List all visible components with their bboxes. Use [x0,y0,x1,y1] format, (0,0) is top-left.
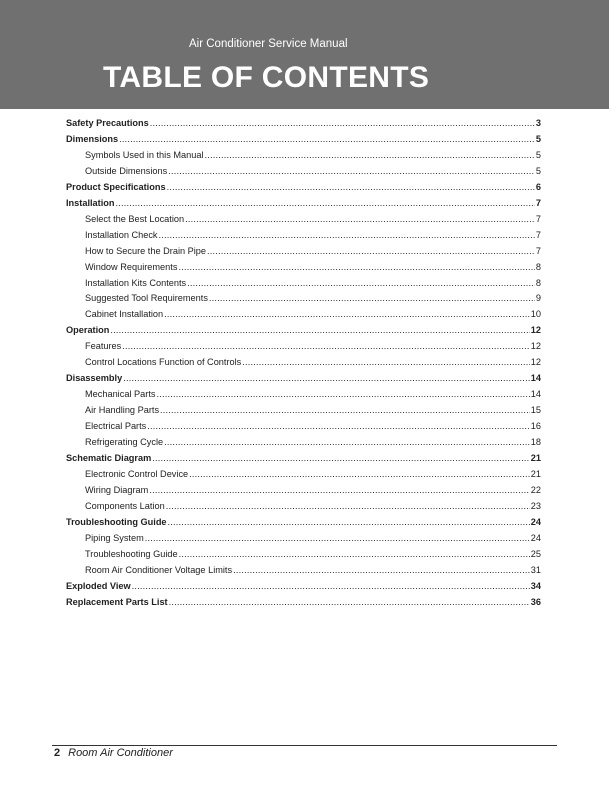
toc-page-number: 3 [535,118,541,128]
toc-page-number: 10 [530,309,541,320]
toc-page-number: 22 [530,484,541,495]
toc-subsection-entry[interactable] [85,259,541,273]
page-title: TABLE OF CONTENTS [103,61,430,94]
toc-dot-leader [185,214,535,225]
toc-dot-leader [207,246,535,257]
toc-entry-title: Components Lation [85,500,165,511]
toc-entry-title: Electronic Control Device [85,468,189,479]
toc-page-number: 14 [530,373,541,384]
toc-entry-title: Exploded View [66,580,131,591]
toc-entry-title: Replacement Parts List [66,596,168,607]
toc-entry-title: Schematic Diagram [66,452,152,463]
toc-entry-title: Symbols Used in this Manual [85,149,204,160]
toc-subsection-entry[interactable] [85,243,541,257]
toc-subsection-entry[interactable] [85,466,541,480]
toc-page-number: 7 [535,245,541,256]
toc-dot-leader [159,230,535,241]
toc-dot-leader [166,501,530,512]
toc-entry-title: Installation Check [85,229,158,240]
manual-subtitle: Air Conditioner Service Manual [189,38,348,50]
toc-entry-title: Select the Best Location [85,213,185,224]
toc-dot-leader [123,373,530,384]
toc-entry-title: Refrigerating Cycle [85,437,164,447]
toc-page-number: 12 [530,325,541,336]
toc-entry-title: Operation [66,325,110,336]
toc-page-number: 24 [530,516,541,527]
toc-subsection-entry[interactable] [85,386,541,400]
toc-entry-title: Installation Kits Contents [85,277,187,288]
toc-entry-title: Mechanical Parts [85,389,156,400]
toc-page-number: 31 [530,564,541,575]
toc-page-number: 14 [530,389,541,400]
toc-dot-leader [209,293,535,304]
toc-page-number: 5 [535,149,541,160]
toc-entry-title: Installation [66,197,115,208]
toc-dot-leader [187,278,535,289]
toc-page-number: 6 [535,181,541,192]
toc-dot-leader [110,325,529,336]
toc-dot-leader [178,262,534,273]
toc-subsection-entry[interactable] [85,546,541,560]
toc-dot-leader [179,549,530,560]
footer-page-number: 2 [54,747,61,759]
toc-dot-leader [122,341,530,352]
toc-page-number: 7 [535,229,541,240]
toc-subsection-entry[interactable] [85,211,541,225]
toc-subsection-entry[interactable] [85,338,541,352]
toc-entry-title: Cabinet Installation [85,309,164,320]
toc-dot-leader [164,437,530,448]
toc-page-number: 7 [535,213,541,224]
toc-page-number: 9 [535,293,541,304]
toc-entry-title: Product Specifications [66,181,166,192]
toc-dot-leader [147,421,529,432]
toc-page-number: 8 [535,261,541,272]
toc-section-entry[interactable] [66,179,541,193]
toc-dot-leader [167,182,535,193]
toc-entry-title: Suggested Tool Requirements [85,293,208,304]
toc-subsection-entry[interactable] [85,562,541,576]
toc-page-number: 5 [535,133,541,144]
toc-dot-leader [145,533,530,544]
toc-dot-leader [169,597,530,608]
toc-section-entry[interactable] [66,450,541,464]
toc-dot-leader [150,118,535,129]
toc-page-number: 12 [530,341,541,352]
toc-entry-title: Air Handling Parts [85,405,160,416]
toc-page-number: 15 [530,405,541,416]
toc-entry-title: Safety Precautions [66,118,149,128]
toc-entry-title: Wiring Diagram [85,484,149,495]
footer [54,747,173,759]
toc-dot-leader [160,405,530,416]
toc-entry-title: Control Locations Function of Controls [85,357,242,368]
footer-title: Room Air Conditioner [68,747,173,759]
toc-subsection-entry[interactable] [85,482,541,496]
toc-subsection-entry[interactable] [85,290,541,304]
toc-entry-title: Features [85,341,122,352]
toc-dot-leader [233,565,530,576]
toc-entry-title: Dimensions [66,133,119,144]
toc-subsection-entry[interactable] [85,498,541,512]
toc-subsection-entry[interactable] [85,402,541,416]
toc-page-number: 25 [530,548,541,559]
toc-section-entry[interactable] [66,578,541,592]
toc-dot-leader [116,198,535,209]
toc-entry-title: Piping System [85,532,144,543]
toc-dot-leader [152,453,529,464]
toc-page-number: 7 [535,197,541,208]
toc-section-entry[interactable] [66,370,541,384]
toc-section-entry[interactable] [66,594,541,608]
toc-section-entry[interactable] [66,131,541,145]
toc-subsection-entry[interactable] [85,306,541,320]
toc-entry-title: Electrical Parts [85,421,147,432]
toc-subsection-entry[interactable] [85,354,541,368]
toc-dot-leader [242,357,529,368]
toc-page-number: 18 [530,437,541,447]
toc-section-entry[interactable] [66,195,541,209]
toc-page-number: 21 [530,452,541,463]
toc-subsection-entry[interactable] [85,147,541,161]
toc-entry-title: Troubleshooting Guide [66,516,167,527]
toc-entry-title: How to Secure the Drain Pipe [85,245,207,256]
toc-section-entry[interactable] [66,322,541,336]
toc-dot-leader [168,166,535,177]
toc-page-number: 5 [535,165,541,176]
toc-section-entry[interactable] [66,115,541,129]
toc-entry-title: Outside Dimensions [85,165,168,176]
toc-page-number: 21 [530,468,541,479]
toc-dot-leader [156,389,529,400]
toc-section-entry[interactable] [66,514,541,528]
toc-entry-title: Disassembly [66,373,123,384]
toc-dot-leader [149,485,529,496]
toc-entry-title: Window Requirements [85,261,178,272]
toc-subsection-entry[interactable] [85,434,541,448]
toc-subsection-entry[interactable] [85,418,541,432]
toc-page-number: 8 [535,277,541,288]
toc-page-number: 34 [530,580,541,591]
toc-subsection-entry[interactable] [85,163,541,177]
toc-page-number: 16 [530,421,541,432]
toc-page-number: 36 [530,596,541,607]
toc-page-number: 23 [530,500,541,511]
toc-dot-leader [119,134,535,145]
toc-page-number: 24 [530,532,541,543]
toc-dot-leader [189,469,530,480]
toc-dot-leader [164,309,530,320]
toc-subsection-entry[interactable] [85,530,541,544]
footer-divider [52,745,557,746]
toc-dot-leader [168,517,530,528]
toc-subsection-entry[interactable] [85,227,541,241]
toc-dot-leader [132,581,530,592]
toc-page-number: 12 [530,357,541,368]
toc-dot-leader [204,150,534,161]
toc-entry-title: Room Air Conditioner Voltage Limits [85,564,233,575]
toc-entry-title: Troubleshooting Guide [85,548,178,559]
toc-subsection-entry[interactable] [85,275,541,289]
